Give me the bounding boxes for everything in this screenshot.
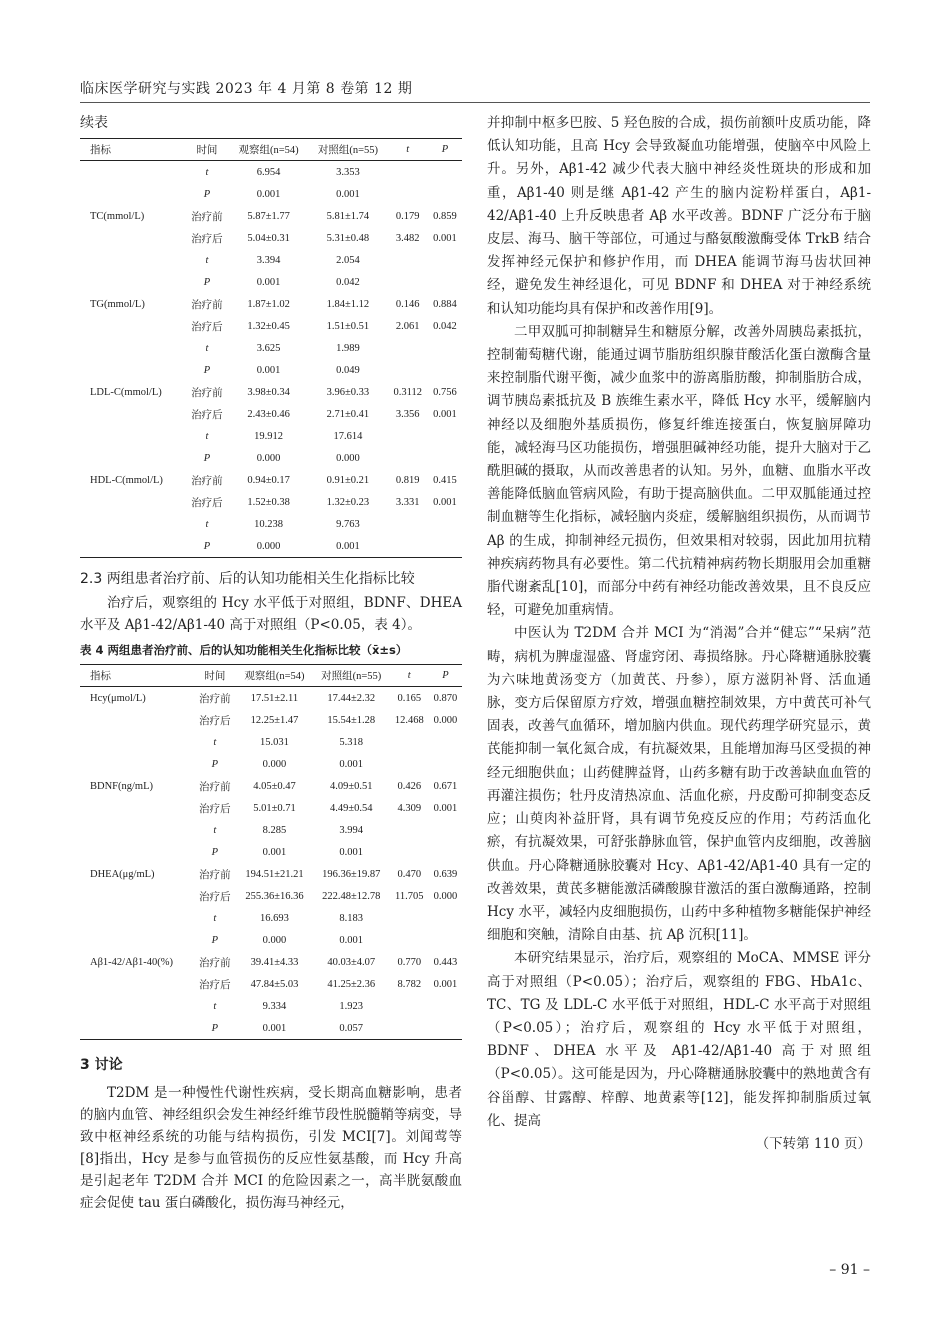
table-row (80, 797, 462, 819)
table-cell (80, 227, 185, 249)
table-cell: 5.31±0.48 (326, 232, 370, 244)
table-row (80, 841, 462, 863)
table-cell: Hcy(μmol/L) (90, 692, 146, 704)
table-row (80, 293, 462, 315)
table-cell (428, 271, 462, 293)
table-cell: 194.51±21.21 (245, 868, 304, 880)
table-cell: 0.443 (433, 956, 458, 968)
table-cell (388, 183, 428, 205)
table-cell: 5.87±1.77 (247, 210, 290, 222)
journal-header: 临床医学研究与实践 2023 年 4 月第 8 卷第 12 期 (80, 81, 413, 97)
col-header: 观察组(n=54) (229, 139, 308, 161)
table-cell: 0.001 (433, 802, 458, 814)
table-cell: 0.042 (433, 320, 457, 332)
table-cell (388, 513, 428, 535)
table-cell (80, 359, 185, 381)
table-cell (80, 161, 185, 184)
table-cell: 16.693 (260, 912, 289, 924)
table-cell: 0.470 (397, 868, 422, 880)
section-2-3-title: 2.3 两组患者治疗前、后的认知功能相关生化指标比较 (80, 571, 415, 587)
table-cell (80, 403, 185, 425)
table-cell (429, 995, 462, 1017)
table-cell: 0.001 (433, 232, 457, 244)
table-cell: 4.09±0.51 (329, 780, 373, 792)
table-cell: 1.51±0.51 (326, 320, 370, 332)
table-cell (80, 535, 185, 558)
table-cell: 17.51±2.11 (250, 692, 299, 704)
table-cell (388, 161, 428, 184)
table-cell: 治疗前 (199, 781, 231, 793)
table-cell: BDNF(ng/mL) (90, 780, 153, 792)
table-cell: 1.32±0.45 (247, 320, 290, 332)
table-cell: 196.36±19.87 (322, 868, 381, 880)
table-cell (80, 447, 185, 469)
table-cell (390, 819, 429, 841)
table-cell: 40.03±4.07 (327, 956, 376, 968)
discussion-para-1: 并抑制中枢多巴胺、5 羟色胺的合成，损伤前额叶皮质功能，降低认知功能，且高 Hcy 会导致凝血功能增强，使脑卒中风险上升。另外，Aβ1-42 减少代表大脑中神经炎性斑块的形成和加重，Aβ1-40 则是继 Aβ1-42 产生的脑内淀粉样蛋白，Aβ1-42/Aβ1-40 上升反映患者 Aβ 水平改善。BDNF 广泛分布于脑皮层、海马、脑干等部位，可通过与酪氨酸激酶受体 TrkB 结合发挥神经元保护和修护作用，而 DHEA 能调节海马齿状回神经，避免发生神经退化，可见 BDNF 和 DHEA 对于神经系统和认知功能均具有保护和改善作用[9]。 (487, 115, 871, 317)
table-cell: 治疗后 (191, 321, 223, 333)
table-cell (390, 1017, 429, 1040)
table-cell: 0.001 (336, 188, 360, 200)
table-row (80, 731, 462, 753)
table-cell: 12.25±1.47 (250, 714, 299, 726)
table-cell: 0.001 (236, 1017, 313, 1040)
table-cell (429, 907, 462, 929)
table-cell (80, 315, 185, 337)
table-cell: 0.057 (313, 1017, 390, 1040)
table-cell: 47.84±5.03 (250, 978, 299, 990)
table-cell (80, 425, 185, 447)
table-cell: 8.285 (262, 824, 287, 836)
table-cell: 5.318 (339, 736, 364, 748)
table-row (80, 227, 462, 249)
table-row (80, 425, 462, 447)
table-cell: 0.000 (433, 890, 458, 902)
table-cell: t (213, 912, 217, 924)
table-row (80, 381, 462, 403)
table-cell (428, 337, 462, 359)
table-cell: 15.54±1.28 (327, 714, 376, 726)
table-cell: 3.353 (336, 166, 360, 178)
table-cell: 4.49±0.54 (329, 802, 373, 814)
table-cell: P (211, 758, 219, 770)
table-cell: 2.061 (395, 320, 420, 332)
table-row (80, 775, 462, 797)
table-cell: LDL-C(mmol/L) (90, 386, 162, 398)
right-column (487, 112, 871, 1155)
table-cell (388, 425, 428, 447)
page-number: – 91 – (829, 1262, 870, 1278)
table-cell: P (203, 276, 211, 288)
table-cell: 0.770 (397, 956, 422, 968)
table-cell: 10.238 (254, 518, 283, 530)
table-cell (80, 841, 194, 863)
table-cell (80, 797, 194, 819)
table-cell: 0.870 (433, 692, 458, 704)
table-cell (428, 535, 462, 558)
table-cell: 5.81±1.74 (326, 210, 370, 222)
table-cell: 2.71±0.41 (326, 408, 370, 420)
table-row (80, 863, 462, 885)
table-cell (429, 731, 462, 753)
col-header: P (428, 139, 462, 161)
table-cell: 0.001 (256, 364, 281, 376)
table-cell: 治疗前 (199, 693, 231, 705)
table-row (80, 161, 462, 184)
table-row (80, 183, 462, 205)
table-row (80, 337, 462, 359)
table-cell: 0.001 (308, 535, 387, 558)
table-cell: 1.87±1.02 (247, 298, 290, 310)
col-header: t (388, 139, 428, 161)
table-cell: 12.468 (394, 714, 424, 726)
table-cell: 0.000 (262, 758, 287, 770)
section-3-para1: T2DM 是一种慢性代谢性疾病，受长期高血糖影响，患者的脑内血管、神经组织会发生神经纤维节段性脱髓鞘等病变，导致中枢神经系统的功能与结构损伤，引发 MCI[7]。刘闻莺等[8]指出，Hcy 是参与血管损伤的反应性氨基酸，而 Hcy 升高是引起老年 T2DM 合并 MCI 的危险因素之一，高半胱氨酸血症会促使 tau 蛋白磷酸化，损伤海马神经元， (80, 1085, 462, 1211)
table-row (80, 973, 462, 995)
table-cell: 3.356 (395, 408, 420, 420)
table-cell: 2.054 (336, 254, 360, 266)
table-cell (390, 841, 429, 863)
table-cell: DHEA(μg/mL) (90, 868, 155, 880)
table-row (80, 359, 462, 381)
table-cell: 4.309 (397, 802, 422, 814)
table-cell: 0.001 (256, 276, 281, 288)
table-row (80, 951, 462, 973)
table-cell: 0.000 (336, 452, 360, 464)
table-cell: 0.000 (256, 452, 281, 464)
table-cell: t (205, 430, 209, 442)
table-cell: 41.25±2.36 (327, 978, 376, 990)
table-cell (388, 249, 428, 271)
table-cell (80, 513, 185, 535)
table-row (80, 819, 462, 841)
table-cell: 1.84±1.12 (326, 298, 370, 310)
table-cell: 0.884 (433, 298, 457, 310)
table-cell (80, 1017, 194, 1040)
table-cell (388, 337, 428, 359)
table-cell: 0.415 (433, 474, 457, 486)
col-header: 指标 (80, 139, 185, 161)
table-row (80, 995, 462, 1017)
table-cell (428, 447, 462, 469)
table-cell: 8.782 (397, 978, 422, 990)
table-cell: 11.705 (395, 890, 424, 902)
table4 (80, 664, 462, 1040)
col-header: 时间 (185, 139, 229, 161)
table-continued-label: 续表 (80, 115, 108, 131)
table-cell (80, 731, 194, 753)
table-cell: 15.031 (260, 736, 289, 748)
table-cell: t (213, 824, 217, 836)
table-row (80, 205, 462, 227)
table-cell: 0.756 (433, 386, 457, 398)
table-row (80, 907, 462, 929)
table-cell: 治疗前 (191, 387, 223, 399)
table-cell (80, 753, 194, 775)
table-cell: 0.165 (397, 692, 422, 704)
table-cell (388, 359, 428, 381)
table-cell: Aβ1-42/Aβ1-40(%) (90, 956, 174, 968)
table-cell (428, 513, 462, 535)
table-cell: 0.91±0.21 (326, 474, 370, 486)
table-row (80, 709, 462, 731)
table-cell: P (203, 452, 211, 464)
table-cell: 0.426 (397, 780, 422, 792)
discussion-para-4: 本研究结果显示，治疗后，观察组的 MoCA、MMSE 评分高于对照组（P<0.05）；治疗后，观察组的 FBG、HbA1c、TC、TG 及 LDL-C 水平低于对照组，HDL-C 水平高于对照组（P<0.05）；治疗后，观察组的 Hcy 水平低于对照组，BDNF、DHEA 水平及 Aβ1-42/Aβ1-40 高于对照组（P<0.05）。这可能是因为，丹心降糖通脉胶囊中的熟地黄含有谷甾醇、甘露醇、梓醇、地黄素等[12]，能发挥抑制脂质过氧化、提高 (487, 950, 871, 1129)
table-continued-header (80, 139, 462, 161)
table-cell: P (211, 934, 219, 946)
table-cell: 0.001 (433, 408, 457, 420)
table-cell (80, 907, 194, 929)
table-cell: 3.98±0.34 (247, 386, 290, 398)
table-cell: 1.32±0.23 (326, 496, 370, 508)
table-cell: 治疗后 (199, 891, 231, 903)
table-row (80, 1017, 462, 1040)
section-3-title: 3 讨论 (80, 1057, 123, 1073)
table-cell (80, 709, 194, 731)
table4-title: 表 4 两组患者治疗前、后的认知功能相关生化指标比较（x̄±s） (80, 643, 408, 657)
table-cell (80, 929, 194, 951)
table-cell: 治疗后 (199, 803, 231, 815)
col-header: t (390, 665, 429, 687)
table-cell (80, 995, 194, 1017)
table-cell: 治疗后 (199, 979, 231, 991)
table-cell (390, 731, 429, 753)
table-cell: P (203, 188, 211, 200)
table-cell (388, 271, 428, 293)
col-header: 时间 (194, 665, 236, 687)
col-header: 观察组(n=54) (236, 665, 313, 687)
table-cell (80, 973, 194, 995)
table-row (80, 469, 462, 491)
table-cell (428, 425, 462, 447)
table-cell: t (213, 736, 217, 748)
table-cell: 19.912 (254, 430, 283, 442)
table-cell: 治疗前 (199, 957, 231, 969)
left-column (80, 112, 462, 1214)
table-cell (80, 183, 185, 205)
table-cell: P (185, 535, 229, 558)
table-continued (80, 138, 462, 558)
table-cell (429, 929, 462, 951)
table-cell: 9.763 (336, 518, 360, 530)
table-cell: 17.44±2.32 (327, 692, 376, 704)
table-cell: 0.3112 (393, 386, 422, 398)
table-cell (429, 841, 462, 863)
table-row (80, 447, 462, 469)
table-cell: 0.94±0.17 (247, 474, 290, 486)
table-cell: 0.639 (433, 868, 458, 880)
table-cell: 8.183 (339, 912, 364, 924)
table-cell: 0.001 (433, 496, 457, 508)
table-cell: 治疗前 (191, 299, 223, 311)
table-cell (428, 249, 462, 271)
table-cell: 治疗前 (191, 475, 223, 487)
table-cell: 治疗前 (199, 869, 231, 881)
discussion-para-3: 中医认为 T2DM 合并 MCI 为“消渴”合并“健忘”“呆病”范畴，病机为脾虚湿盛、肾虚窍闭、毒损络脉。丹心降糖通脉胶囊为六味地黄汤变方（加黄芪、丹参），原方滋阴补肾、活血通脉，变方后保留原方疗效，增强血糖控制效果，方中黄芪可补气固表，改善气血循环，增加脑内供血。现代药理学研究显示，黄芪能抑制一氧化氮合成，有抗凝效果，且能增加海马区受损的神经元细胞供血；山药健脾益肾，山药多糖有助于改善缺血血管的再灌注损伤；牡丹皮清热凉血、活血化瘀，丹皮酚可抑制变态反应；山萸肉补益肝肾，具有调节免疫反应的作用；芍药活血化瘀，有抗凝效果，可舒张静脉血管，保护血管内皮细胞，改善脑供血。丹心降糖通脉胶囊对 Hcy、Aβ1-42/Aβ1-40 具有一定的改善效果，黄芪多糖能激活磷酸腺苷激活的蛋白激酶通路，控制 Hcy 水平，减轻内皮细胞损伤，山药中多种植物多糖能保护神经细胞和突触，清除自由基、抗 Aβ 沉积[11]。 (487, 625, 871, 944)
table-cell: 0.001 (262, 846, 287, 858)
table-cell: 0.146 (395, 298, 420, 310)
table-cell: 0.049 (336, 364, 360, 376)
table-cell: P (211, 846, 219, 858)
table-cell: HDL-C(mmol/L) (90, 474, 163, 486)
table-cell: 3.331 (395, 496, 420, 508)
table-cell (390, 907, 429, 929)
table-cell: 3.994 (339, 824, 364, 836)
table-cell: 0.001 (433, 978, 458, 990)
table-cell: 9.334 (262, 1000, 287, 1012)
table-cell: P (194, 1017, 236, 1040)
table-cell (80, 249, 185, 271)
col-header: P (429, 665, 462, 687)
table-cell: 4.05±0.47 (253, 780, 296, 792)
table-cell: 0.000 (433, 714, 458, 726)
table-cell: t (205, 166, 209, 178)
table-cell: t (213, 1000, 217, 1012)
col-header: 指标 (80, 665, 194, 687)
header-divider (80, 102, 870, 103)
table-cell: 2.43±0.46 (247, 408, 290, 420)
table-cell: 222.48±12.78 (322, 890, 381, 902)
table-row (80, 687, 462, 710)
table-cell: t (205, 254, 209, 266)
table-row (80, 403, 462, 425)
table-row (80, 929, 462, 951)
table-cell: 1.52±0.38 (247, 496, 290, 508)
table-cell: 3.625 (256, 342, 281, 354)
table-cell (80, 491, 185, 513)
table-cell: t (205, 518, 209, 530)
table-row (80, 885, 462, 907)
table-cell: 0.000 (229, 535, 308, 558)
table-cell (428, 359, 462, 381)
table-cell (429, 753, 462, 775)
table-cell (390, 929, 429, 951)
table-cell: 0.000 (262, 934, 287, 946)
col-header: 对照组(n=55) (313, 665, 390, 687)
table-cell (390, 753, 429, 775)
table-cell: 1.989 (336, 342, 360, 354)
table-cell: 5.01±0.71 (253, 802, 296, 814)
table-cell: 3.482 (395, 232, 420, 244)
table-cell: 0.001 (339, 758, 364, 770)
table-cell (80, 337, 185, 359)
table-cell: TC(mmol/L) (90, 210, 145, 222)
table-cell: 0.001 (256, 188, 281, 200)
table-cell: 治疗后 (191, 497, 223, 509)
table-cell (388, 535, 428, 558)
table-row (80, 249, 462, 271)
table-cell: 255.36±16.36 (245, 890, 304, 902)
table-row (80, 535, 462, 558)
table-cell: 0.001 (339, 846, 364, 858)
table-cell (80, 819, 194, 841)
table-cell: 0.671 (433, 780, 458, 792)
table-cell: 39.41±4.33 (250, 956, 299, 968)
table-cell: 治疗后 (191, 409, 223, 421)
table-row (80, 753, 462, 775)
table-row (80, 491, 462, 513)
discussion-para-2: 二甲双胍可抑制糖异生和糖原分解，改善外周胰岛素抵抗，控制葡萄糖代谢，能通过调节脂肪组织腺苷酸活化蛋白激酶含量来控制脂代谢平衡，减少血浆中的游离脂肪酸，抑制脂肪合成，调节胰岛素抵抗及 B 族维生素水平，降低 Hcy 水平，缓解脑内神经以及细胞外基质损伤，修复纤维连接蛋白，恢复脑屏障功能，减轻海马区功能损伤，增强胆碱神经功能，提升大脑对于乙酰胆碱的摄取，从而改善患者的认知。另外，血糖、血脂水平改善能降低脑血管病风险，有助于提高脑供血。二甲双胍能通过控制血糖等生化指标，减轻脑内炎症，缓解脑组织损伤，从而调节 Aβ 的生成，抑制神经元损伤，但效果相对较弱，因此加用抗精神疾病药物具有必要性。第二代抗精神病药物长期服用会加重糖脂代谢紊乱[10]，而部分中药有神经功能改善效果，且不良反应轻，可避免加重病情。 (487, 323, 871, 619)
table-cell (80, 271, 185, 293)
table-cell: 0.042 (336, 276, 360, 288)
table-cell (388, 447, 428, 469)
table-cell: 治疗后 (199, 715, 231, 727)
table-cell: 0.819 (395, 474, 420, 486)
table-cell: 治疗后 (191, 233, 223, 245)
table-cell: 3.96±0.33 (326, 386, 370, 398)
table-cell (428, 161, 462, 184)
col-header: 对照组(n=55) (308, 139, 387, 161)
table-cell: 17.614 (333, 430, 363, 442)
table-cell (390, 995, 429, 1017)
table-cell (429, 819, 462, 841)
table-cell: 1.923 (339, 1000, 364, 1012)
table-cell: t (205, 342, 209, 354)
table-cell: 0.179 (395, 210, 420, 222)
table-cell: 3.394 (256, 254, 281, 266)
table-cell: 6.954 (256, 166, 281, 178)
table-row (80, 513, 462, 535)
table-cell: 治疗前 (191, 211, 223, 223)
table-cell (428, 183, 462, 205)
table-cell: 0.859 (433, 210, 457, 222)
section-2-3-text: 治疗后，观察组的 Hcy 水平低于对照组，BDNF、DHEA 水平及 Aβ1-42/Aβ1-40 高于对照组（P<0.05，表 4）。 (80, 595, 462, 633)
table-cell (80, 885, 194, 907)
table-cell: TG(mmol/L) (90, 298, 145, 310)
table-cell: 5.04±0.31 (247, 232, 290, 244)
table-row (80, 271, 462, 293)
table-cell: P (203, 364, 211, 376)
continued-note: （下转第 110 页） (755, 1135, 871, 1152)
table-row (80, 315, 462, 337)
table-cell: 0.001 (339, 934, 364, 946)
table4-header (80, 665, 462, 687)
table-cell (429, 1017, 462, 1040)
